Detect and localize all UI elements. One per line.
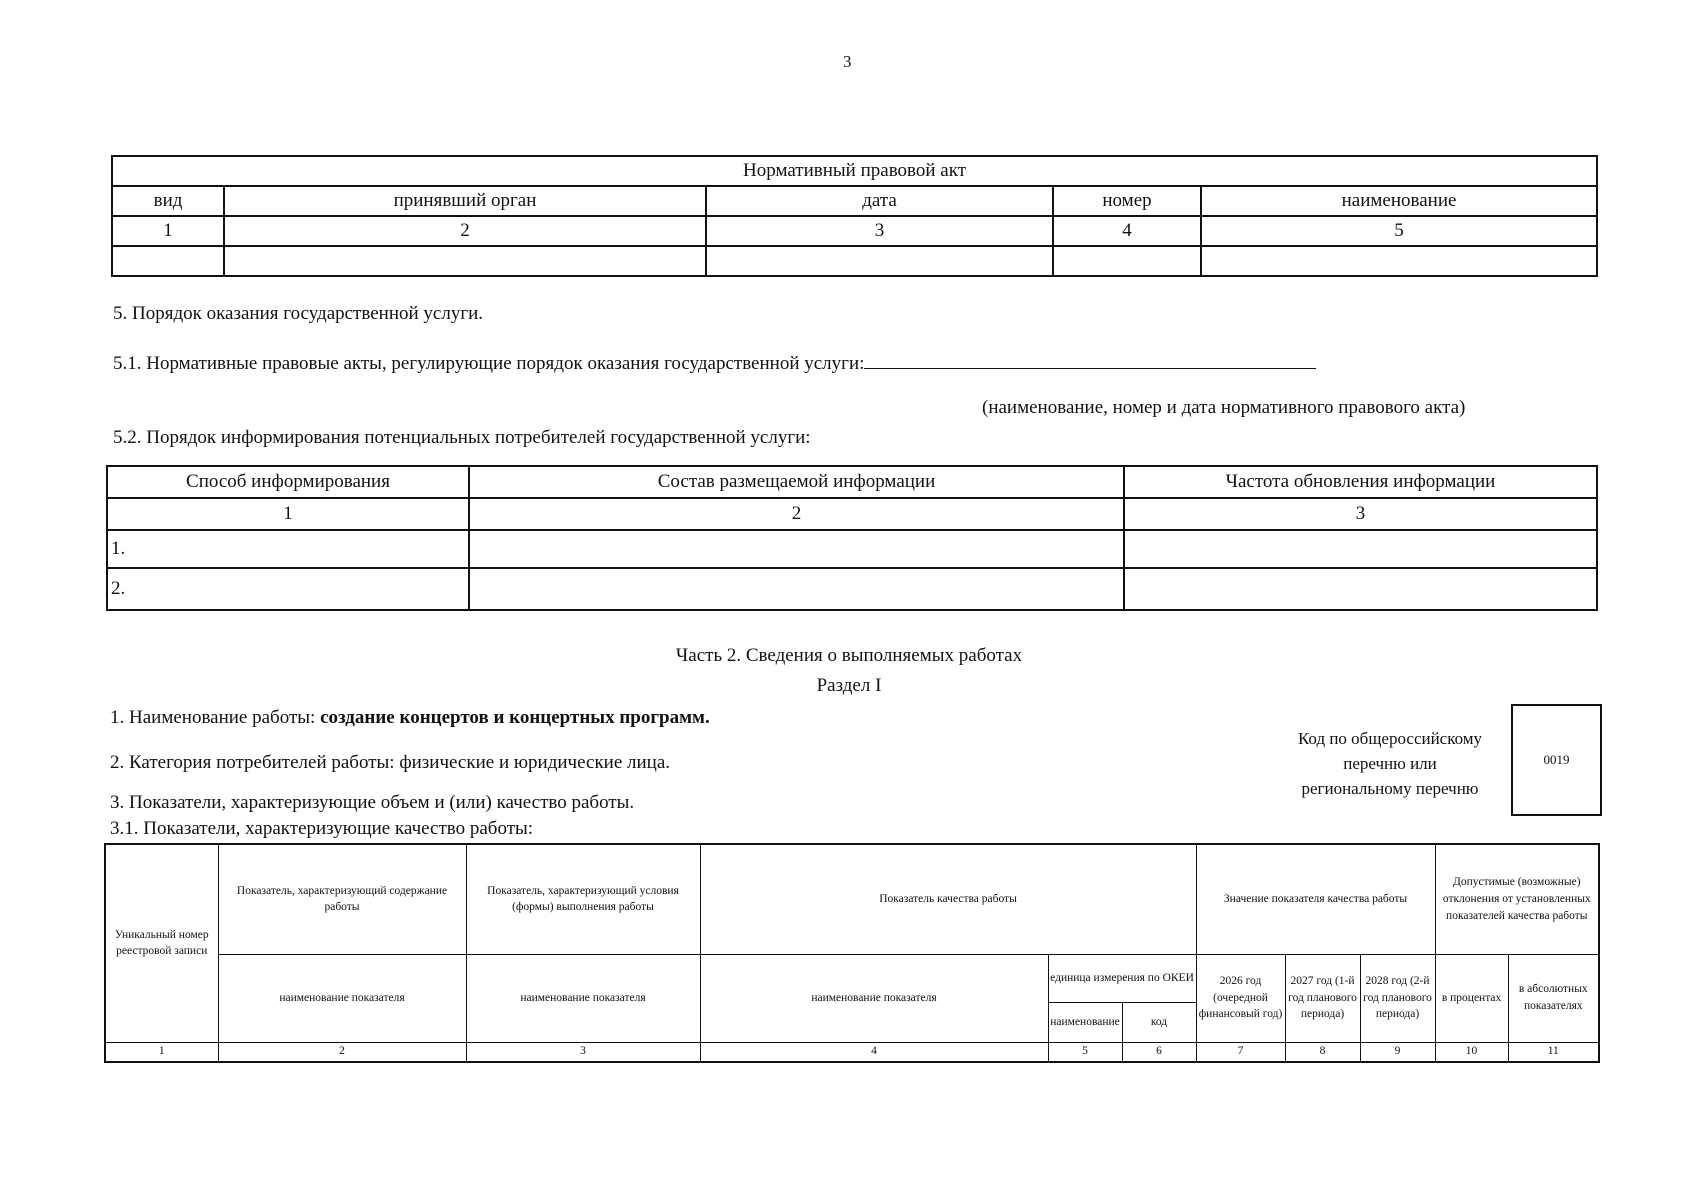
column-number: 2 [224,216,706,246]
column-number: 1 [105,1042,218,1062]
code-label-line: перечню или [1343,754,1437,773]
header-method: Способ информирования [107,466,469,498]
header-quality-value: Значение показателя качества работы [1196,844,1435,954]
code-label-line: региональному перечню [1301,779,1479,798]
column-number: 1 [107,498,469,530]
header-content: Состав размещаемой информации [469,466,1124,498]
section-5-2-label: 5.2. Порядок информирования потенциальных потребителей государственной услуги: [113,427,811,448]
header-indicator-name: наименование показателя [466,954,700,1042]
empty-cell [224,246,706,276]
item-2: 2. Категория потребителей работы: физические и юридические лица. [110,752,671,773]
column-number: 2 [218,1042,466,1062]
section-5-1-line [113,350,1316,375]
column-number: 1 [112,216,224,246]
item-1 [110,707,710,729]
column-number: 8 [1285,1042,1360,1062]
item-3: 3. Показатели, характеризующие объем и (или) качество работы. [110,792,635,813]
header-unit-code: код [1122,1002,1196,1042]
item-3-1: 3.1. Показатели, характеризующие качество работы: [110,818,534,839]
item-1-value: создание концертов и концертных программ. [320,707,710,728]
header-absolute: в абсолютных показателях [1508,954,1599,1042]
column-number: 6 [1122,1042,1196,1062]
header-year-2026: 2026 год (очередной финансовый год) [1196,954,1285,1042]
header-indicator-name: наименование показателя [700,954,1048,1042]
code-label [1270,726,1510,801]
column-number: 2 [469,498,1124,530]
header-date: дата [706,186,1053,216]
quality-indicators-table [104,843,1600,1063]
section-5-heading: 5. Порядок оказания государственной услуги. [113,303,484,324]
header-deviation: Допустимые (возможные) отклонения от установленных показателей качества работы [1435,844,1599,954]
header-percent: в процентах [1435,954,1508,1042]
column-number: 9 [1360,1042,1435,1062]
header-quality-indicator: Показатель качества работы [700,844,1196,954]
column-number: 4 [1053,216,1201,246]
informing-table [106,465,1598,611]
empty-cell [1053,246,1201,276]
header-unique-number: Уникальный номер реестровой записи [105,844,218,1042]
part-2-title: Часть 2. Сведения о выполняемых работах [675,645,1023,666]
normative-act-table [111,155,1598,277]
item-1-label: 1. Наименование работы: [110,707,321,728]
column-number: 3 [1124,498,1597,530]
header-indicator-name: наименование показателя [218,954,466,1042]
section-title: Раздел I [816,675,882,696]
header-year-2028: 2028 год (2-й год планового периода) [1360,954,1435,1042]
empty-cell [112,246,224,276]
empty-cell [1201,246,1597,276]
row-label: 1. [107,530,469,568]
column-number: 4 [700,1042,1048,1062]
header-type: вид [112,186,224,216]
code-label-line: Код по общероссийскому [1297,729,1483,748]
column-number: 5 [1201,216,1597,246]
header-year-2027: 2027 год (1-й год планового периода) [1285,954,1360,1042]
column-number: 3 [466,1042,700,1062]
empty-cell [706,246,1053,276]
registry-code-box: 0019 [1511,704,1602,816]
column-number: 7 [1196,1042,1285,1062]
column-number: 10 [1435,1042,1508,1062]
page-number: 3 [843,52,852,71]
column-number: 3 [706,216,1053,246]
header-content-indicator: Показатель, характеризующий содержание работы [218,844,466,954]
blank-underline [864,350,1316,369]
normative-act-title: Нормативный правовой акт [112,156,1597,186]
empty-cell [469,568,1124,610]
header-name: наименование [1201,186,1597,216]
empty-cell [469,530,1124,568]
column-number: 5 [1048,1042,1122,1062]
row-label: 2. [107,568,469,610]
header-number: номер [1053,186,1201,216]
empty-cell [1124,530,1597,568]
header-unit: единица измерения по ОКЕИ [1048,954,1196,1002]
section-5-1-caption: (наименование, номер и дата нормативного правового акта) [982,397,1466,418]
column-number: 11 [1508,1042,1599,1062]
empty-cell [1124,568,1597,610]
section-5-1-label: 5.1. Нормативные правовые акты, регулирующие порядок оказания государственной услуги: [113,353,865,374]
header-conditions-indicator: Показатель, характеризующий условия (формы) выполнения работы [466,844,700,954]
header-authority: принявший орган [224,186,706,216]
header-frequency: Частота обновления информации [1124,466,1597,498]
header-unit-name: наименование [1048,1002,1122,1042]
